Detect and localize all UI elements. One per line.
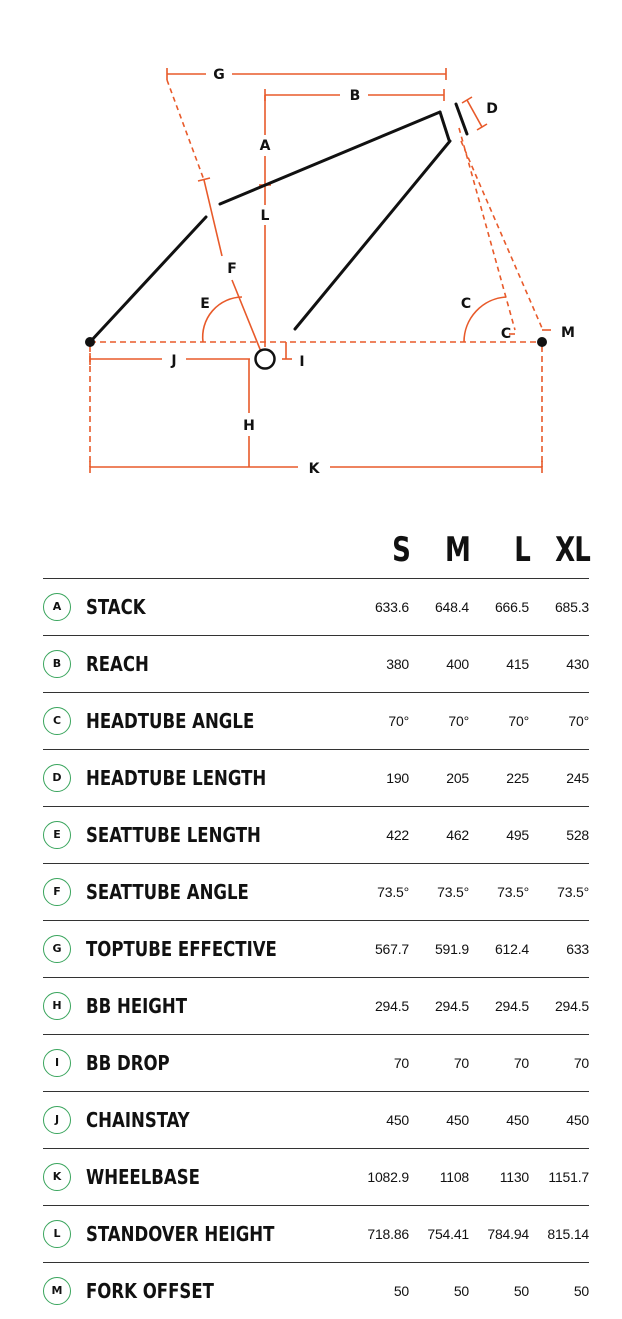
parameter-name: CHAINSTAY <box>86 1108 190 1132</box>
table-row <box>43 977 589 1034</box>
front-axle-dot <box>537 337 547 347</box>
letter-badge: H <box>43 992 71 1020</box>
bike-geometry-diagram <box>0 0 622 500</box>
value-m: 648.4 <box>434 599 469 615</box>
value-s: 294.5 <box>374 998 409 1014</box>
value-xl: 450 <box>566 1112 589 1128</box>
label-b: B <box>349 88 361 104</box>
label-d: D <box>486 101 498 117</box>
top-tube <box>220 112 440 204</box>
value-xl: 73.5° <box>557 884 589 900</box>
value-l: 495 <box>506 827 529 843</box>
value-m: 73.5° <box>437 884 469 900</box>
head-tube-top <box>440 112 449 140</box>
parameter-name: TOPTUBE EFFECTIVE <box>86 937 277 961</box>
parameter-name: FORK OFFSET <box>86 1279 214 1303</box>
value-s: 718.86 <box>367 1226 409 1242</box>
value-xl: 528 <box>566 827 589 843</box>
table-row <box>43 578 589 635</box>
label-a: A <box>259 138 271 154</box>
value-s: 422 <box>386 827 409 843</box>
seat-stay <box>90 217 206 342</box>
value-m: 50 <box>453 1283 469 1299</box>
value-m: 70 <box>453 1055 469 1071</box>
value-xl: 430 <box>566 656 589 672</box>
value-l: 450 <box>506 1112 529 1128</box>
value-xl: 245 <box>566 770 589 786</box>
table-row <box>43 1262 589 1319</box>
value-s: 70° <box>388 713 409 729</box>
value-m: 400 <box>446 656 469 672</box>
label-h: H <box>243 418 255 434</box>
table-row <box>43 1148 589 1205</box>
parameter-name: BB HEIGHT <box>86 994 188 1018</box>
letter-badge: E <box>43 821 71 849</box>
value-l: 294.5 <box>494 998 529 1014</box>
diagram-labels <box>170 67 575 477</box>
down-tube <box>295 141 450 329</box>
table-row <box>43 1091 589 1148</box>
value-l: 415 <box>506 656 529 672</box>
value-xl: 815.14 <box>547 1226 589 1242</box>
value-s: 1082.9 <box>367 1169 409 1185</box>
table-row <box>43 863 589 920</box>
table-row <box>43 920 589 977</box>
value-l: 612.4 <box>494 941 529 957</box>
parameter-name: REACH <box>86 652 149 676</box>
value-l: 70° <box>508 713 529 729</box>
letter-badge: M <box>43 1277 71 1305</box>
value-l: 73.5° <box>497 884 529 900</box>
value-s: 633.6 <box>374 599 409 615</box>
table-row <box>43 1205 589 1262</box>
value-s: 567.7 <box>374 941 409 957</box>
table-row <box>43 692 589 749</box>
value-s: 450 <box>386 1112 409 1128</box>
parameter-name: STACK <box>86 595 146 619</box>
head-tube-bar <box>456 104 467 134</box>
letter-badge: F <box>43 878 71 906</box>
label-l: L <box>260 208 270 224</box>
value-xl: 50 <box>573 1283 589 1299</box>
rear-axle-dot <box>85 337 95 347</box>
value-m: 70° <box>448 713 469 729</box>
bike-frame <box>90 104 467 342</box>
value-m: 205 <box>446 770 469 786</box>
size-header-m: M <box>444 530 470 570</box>
table-row <box>43 806 589 863</box>
parameter-name: HEADTUBE LENGTH <box>86 766 267 790</box>
label-f: F <box>227 261 237 277</box>
table-row <box>43 1034 589 1091</box>
label-e: E <box>200 296 210 312</box>
label-m: M <box>561 325 575 341</box>
value-s: 70 <box>393 1055 409 1071</box>
letter-badge: G <box>43 935 71 963</box>
size-headers <box>0 528 622 572</box>
label-g: G <box>213 67 225 83</box>
value-xl: 685.3 <box>554 599 589 615</box>
letter-badge: B <box>43 650 71 678</box>
value-s: 73.5° <box>377 884 409 900</box>
letter-badge: D <box>43 764 71 792</box>
letter-badge: K <box>43 1163 71 1191</box>
label-j: J <box>171 353 177 369</box>
table-row <box>43 635 589 692</box>
value-l: 50 <box>513 1283 529 1299</box>
value-m: 1108 <box>439 1169 469 1185</box>
dimension-lines <box>90 68 551 473</box>
value-s: 380 <box>386 656 409 672</box>
label-c-head: C <box>460 296 472 312</box>
value-m: 450 <box>446 1112 469 1128</box>
value-m: 294.5 <box>434 998 469 1014</box>
bottom-bracket-circle <box>256 350 275 369</box>
value-xl: 70 <box>573 1055 589 1071</box>
size-header-s: S <box>392 530 410 570</box>
letter-badge: J <box>43 1106 71 1134</box>
value-l: 225 <box>506 770 529 786</box>
table-row <box>43 749 589 806</box>
value-l: 1130 <box>499 1169 529 1185</box>
parameter-name: SEATTUBE ANGLE <box>86 880 249 904</box>
value-m: 754.41 <box>427 1226 469 1242</box>
letter-badge: A <box>43 593 71 621</box>
size-header-l: L <box>514 530 530 570</box>
letter-badge: I <box>43 1049 71 1077</box>
label-c-angle: C <box>500 326 512 342</box>
value-xl: 294.5 <box>554 998 589 1014</box>
parameter-name: HEADTUBE ANGLE <box>86 709 255 733</box>
letter-badge: C <box>43 707 71 735</box>
parameter-name: SEATTUBE LENGTH <box>86 823 261 847</box>
value-xl: 70° <box>568 713 589 729</box>
size-header-xl: XL <box>555 530 590 570</box>
letter-badge: L <box>43 1220 71 1248</box>
parameter-name: STANDOVER HEIGHT <box>86 1222 275 1246</box>
geometry-table <box>43 578 589 1319</box>
label-i: I <box>299 354 305 370</box>
value-xl: 1151.7 <box>548 1169 589 1185</box>
value-m: 591.9 <box>434 941 469 957</box>
value-m: 462 <box>446 827 469 843</box>
value-l: 70 <box>513 1055 529 1071</box>
value-s: 50 <box>393 1283 409 1299</box>
value-xl: 633 <box>566 941 589 957</box>
label-k: K <box>308 461 320 477</box>
parameter-name: BB DROP <box>86 1051 170 1075</box>
parameter-name: WHEELBASE <box>86 1165 200 1189</box>
value-l: 666.5 <box>494 599 529 615</box>
value-s: 190 <box>386 770 409 786</box>
value-l: 784.94 <box>487 1226 529 1242</box>
